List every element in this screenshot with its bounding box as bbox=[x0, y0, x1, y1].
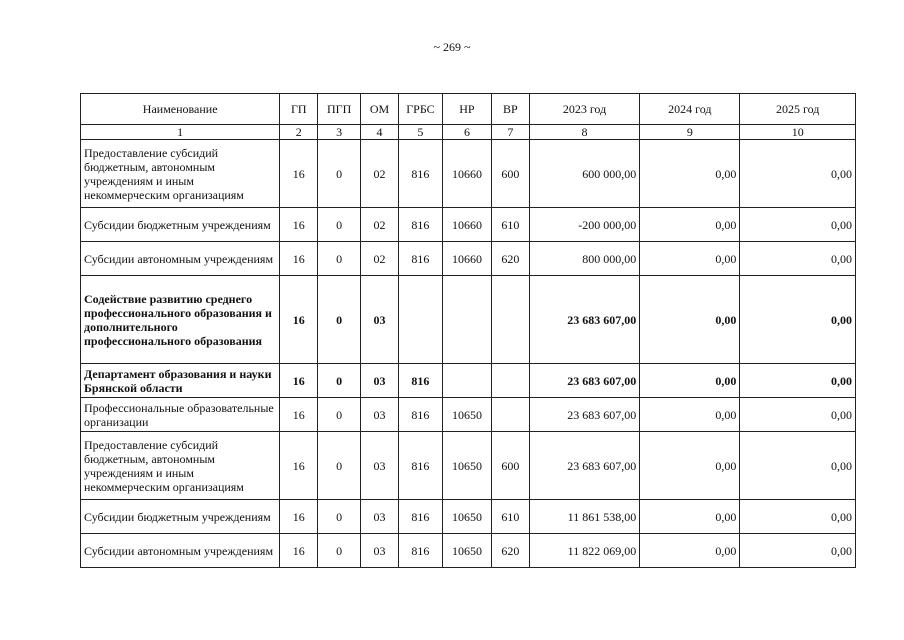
cell-2025: 0,00 bbox=[740, 242, 856, 276]
cell-2025: 0,00 bbox=[740, 276, 856, 364]
cell-2025: 0,00 bbox=[740, 208, 856, 242]
cell-om: 03 bbox=[361, 534, 399, 568]
cell-2024: 0,00 bbox=[640, 242, 740, 276]
column-number: 8 bbox=[529, 125, 639, 140]
cell-2024: 0,00 bbox=[640, 432, 740, 500]
cell-pgp: 0 bbox=[318, 208, 361, 242]
column-number: 3 bbox=[318, 125, 361, 140]
table-row bbox=[81, 208, 856, 242]
cell-2024: 0,00 bbox=[640, 534, 740, 568]
row-name: Субсидии бюджетным учреждениям bbox=[81, 500, 280, 534]
row-name: Субсидии автономным учреждениям bbox=[81, 534, 280, 568]
cell-2023: 23 683 607,00 bbox=[529, 276, 639, 364]
cell-nr: 10660 bbox=[442, 208, 491, 242]
cell-nr: 10650 bbox=[442, 534, 491, 568]
column-header: 2023 год bbox=[529, 94, 639, 125]
cell-2025: 0,00 bbox=[740, 534, 856, 568]
cell-2024: 0,00 bbox=[640, 140, 740, 208]
cell-grbs bbox=[398, 276, 442, 364]
column-number: 7 bbox=[491, 125, 529, 140]
column-header: Наименование bbox=[81, 94, 280, 125]
cell-2025: 0,00 bbox=[740, 432, 856, 500]
cell-vr bbox=[491, 276, 529, 364]
column-number: 4 bbox=[361, 125, 399, 140]
cell-vr: 600 bbox=[491, 140, 529, 208]
cell-vr: 610 bbox=[491, 208, 529, 242]
column-header: ГП bbox=[280, 94, 318, 125]
cell-gp: 16 bbox=[280, 534, 318, 568]
cell-grbs: 816 bbox=[398, 140, 442, 208]
cell-gp: 16 bbox=[280, 140, 318, 208]
budget-table bbox=[80, 93, 856, 568]
cell-om: 03 bbox=[361, 364, 399, 398]
cell-nr: 10650 bbox=[442, 500, 491, 534]
cell-2025: 0,00 bbox=[740, 140, 856, 208]
cell-om: 03 bbox=[361, 500, 399, 534]
cell-pgp: 0 bbox=[318, 534, 361, 568]
row-name: Субсидии бюджетным учреждениям bbox=[81, 208, 280, 242]
column-number: 6 bbox=[442, 125, 491, 140]
cell-2023: 11 822 069,00 bbox=[529, 534, 639, 568]
cell-om: 02 bbox=[361, 242, 399, 276]
cell-2023: 800 000,00 bbox=[529, 242, 639, 276]
cell-grbs: 816 bbox=[398, 242, 442, 276]
cell-2023: 11 861 538,00 bbox=[529, 500, 639, 534]
cell-pgp: 0 bbox=[318, 276, 361, 364]
table-body bbox=[81, 140, 856, 568]
cell-grbs: 816 bbox=[398, 364, 442, 398]
table-row bbox=[81, 534, 856, 568]
cell-2025: 0,00 bbox=[740, 500, 856, 534]
cell-gp: 16 bbox=[280, 208, 318, 242]
column-number: 1 bbox=[81, 125, 280, 140]
column-number: 5 bbox=[398, 125, 442, 140]
cell-vr: 620 bbox=[491, 534, 529, 568]
column-header: 2024 год bbox=[640, 94, 740, 125]
column-header: ГРБС bbox=[398, 94, 442, 125]
cell-2024: 0,00 bbox=[640, 276, 740, 364]
cell-nr: 10650 bbox=[442, 398, 491, 432]
page-number: ~ 269 ~ bbox=[433, 40, 471, 54]
cell-nr bbox=[442, 276, 491, 364]
cell-2023: 600 000,00 bbox=[529, 140, 639, 208]
cell-gp: 16 bbox=[280, 364, 318, 398]
column-header: ПГП bbox=[318, 94, 361, 125]
cell-pgp: 0 bbox=[318, 242, 361, 276]
cell-nr bbox=[442, 364, 491, 398]
cell-2024: 0,00 bbox=[640, 364, 740, 398]
cell-grbs: 816 bbox=[398, 534, 442, 568]
column-header: НР bbox=[442, 94, 491, 125]
cell-grbs: 816 bbox=[398, 398, 442, 432]
cell-2023: 23 683 607,00 bbox=[529, 364, 639, 398]
cell-nr: 10660 bbox=[442, 242, 491, 276]
cell-2025: 0,00 bbox=[740, 398, 856, 432]
table-row bbox=[81, 140, 856, 208]
row-name: Департамент образования и науки Брянской области bbox=[81, 364, 280, 398]
cell-om: 02 bbox=[361, 140, 399, 208]
column-number: 2 bbox=[280, 125, 318, 140]
cell-vr: 620 bbox=[491, 242, 529, 276]
cell-2025: 0,00 bbox=[740, 364, 856, 398]
cell-vr bbox=[491, 398, 529, 432]
cell-nr: 10660 bbox=[442, 140, 491, 208]
cell-grbs: 816 bbox=[398, 500, 442, 534]
cell-pgp: 0 bbox=[318, 364, 361, 398]
cell-om: 03 bbox=[361, 398, 399, 432]
row-name: Предоставление субсидий бюджетным, автономным учреждениям и иным некоммерческим организациям bbox=[81, 140, 280, 208]
cell-2023: 23 683 607,00 bbox=[529, 398, 639, 432]
cell-pgp: 0 bbox=[318, 140, 361, 208]
row-name: Предоставление субсидий бюджетным, автономным учреждениям и иным некоммерческим организациям bbox=[81, 432, 280, 500]
column-header: 2025 год bbox=[740, 94, 856, 125]
cell-gp: 16 bbox=[280, 500, 318, 534]
cell-nr: 10650 bbox=[442, 432, 491, 500]
cell-2024: 0,00 bbox=[640, 500, 740, 534]
table-row bbox=[81, 398, 856, 432]
table-header-row bbox=[81, 94, 856, 125]
table-row bbox=[81, 500, 856, 534]
cell-pgp: 0 bbox=[318, 432, 361, 500]
table-row bbox=[81, 242, 856, 276]
column-header: ОМ bbox=[361, 94, 399, 125]
column-number: 9 bbox=[640, 125, 740, 140]
row-name: Профессиональные образовательные организации bbox=[81, 398, 280, 432]
column-number-row bbox=[81, 125, 856, 140]
cell-gp: 16 bbox=[280, 242, 318, 276]
cell-pgp: 0 bbox=[318, 398, 361, 432]
table-row bbox=[81, 364, 856, 398]
cell-gp: 16 bbox=[280, 276, 318, 364]
cell-om: 02 bbox=[361, 208, 399, 242]
column-number: 10 bbox=[740, 125, 856, 140]
cell-grbs: 816 bbox=[398, 432, 442, 500]
row-name: Содействие развитию среднего профессионального образования и дополнительного профессионального образования bbox=[81, 276, 280, 364]
cell-vr: 600 bbox=[491, 432, 529, 500]
cell-grbs: 816 bbox=[398, 208, 442, 242]
table-row bbox=[81, 432, 856, 500]
cell-2024: 0,00 bbox=[640, 398, 740, 432]
cell-gp: 16 bbox=[280, 432, 318, 500]
cell-om: 03 bbox=[361, 276, 399, 364]
column-header: ВР bbox=[491, 94, 529, 125]
cell-pgp: 0 bbox=[318, 500, 361, 534]
cell-2024: 0,00 bbox=[640, 208, 740, 242]
cell-vr bbox=[491, 364, 529, 398]
cell-2023: -200 000,00 bbox=[529, 208, 639, 242]
row-name: Субсидии автономным учреждениям bbox=[81, 242, 280, 276]
cell-gp: 16 bbox=[280, 398, 318, 432]
cell-2023: 23 683 607,00 bbox=[529, 432, 639, 500]
cell-vr: 610 bbox=[491, 500, 529, 534]
table-row bbox=[81, 276, 856, 364]
cell-om: 03 bbox=[361, 432, 399, 500]
